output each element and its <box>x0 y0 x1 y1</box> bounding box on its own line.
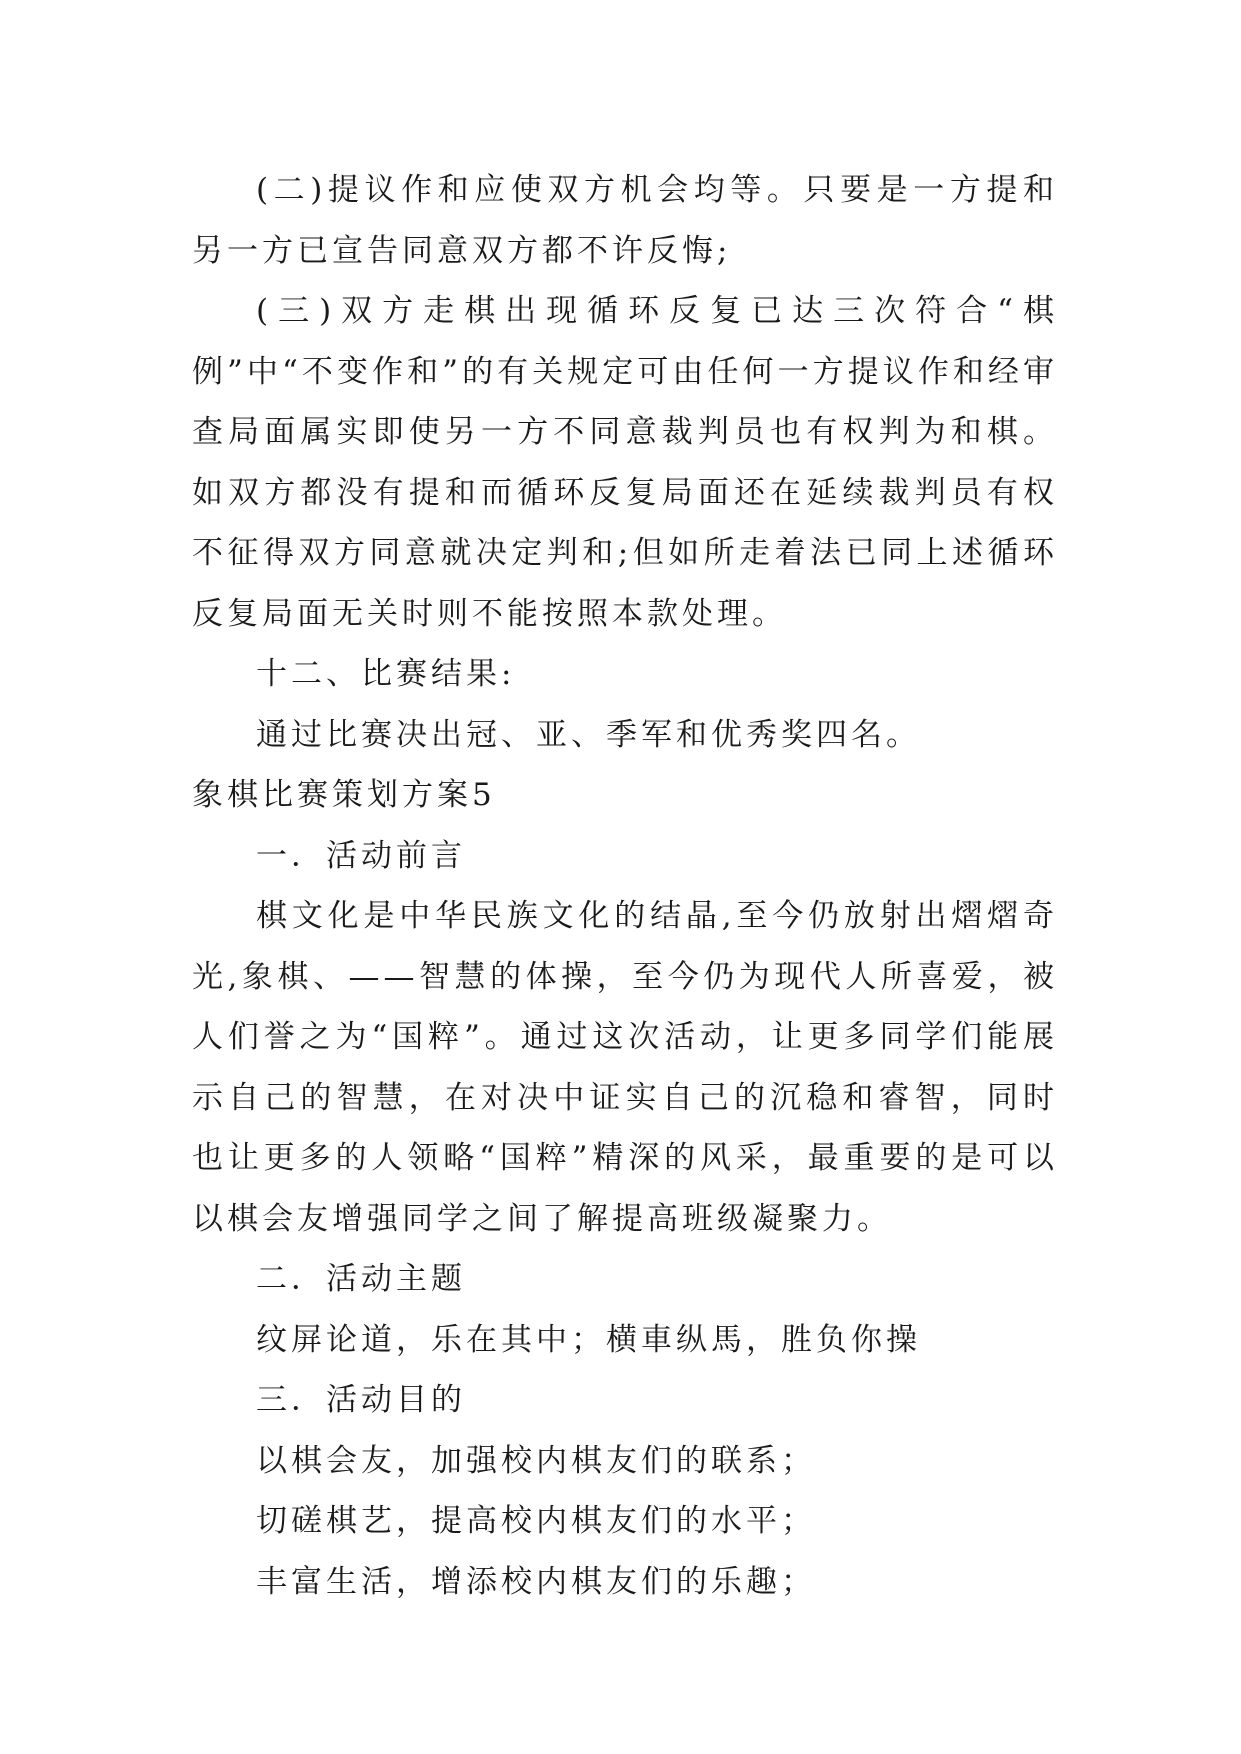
purpose-item: 丰富生活，增添校内棋友们的乐趣； <box>256 1563 816 1600</box>
paragraph-theme: 纹屏论道，乐在其中；横車纵馬，胜负你操 <box>256 1321 921 1358</box>
purpose-item: 以棋会友，加强校内棋友们的联系； <box>256 1442 816 1479</box>
paragraph-proposal-draw-equal: (二)提议作和应使双方机会均等。只要是一方提和另一方已宣告同意双方都不许反悔; <box>192 172 1058 269</box>
document-body <box>192 160 1058 1612</box>
section-heading-results: 十二、比赛结果: <box>256 656 516 692</box>
section-heading-theme: 二．活动主题 <box>256 1261 466 1297</box>
paragraph-preface: 棋文化是中华民族文化的结晶,至今仍放射出熠熠奇光,象棋、——智慧的体操，至今仍为现代人所喜爱，被人们誉之为“国粹”。通过这次活动，让更多同学们能展示自己的智慧，在对决中证实自己的沉稳和睿智，同时也让更多的人领略“国粹”精深的风采，最重要的是可以以棋会友增强同学之间了解提高班级凝聚力。 <box>192 898 1058 1237</box>
paragraph-results: 通过比赛决出冠、亚、季军和优秀奖四名。 <box>256 716 921 753</box>
plan-title: 象棋比赛策划方案5 <box>192 777 496 813</box>
section-heading-purpose: 三．活动目的 <box>256 1382 466 1418</box>
purpose-item: 切磋棋艺，提高校内棋友们的水平； <box>256 1503 816 1539</box>
paragraph-repetition-draw-rule: (三)双方走棋出现循环反复已达三次符合“棋例”中“不变作和”的有关规定可由任何一方提议作和经审查局面属实即使另一方不同意裁判员也有权判为和棋。如双方都没有提和而循环反复局面还在延续裁判员有权不征得双方同意就决定判和;但如所走着法已同上述循环反复局面无关时则不能按照本款处理。 <box>192 293 1058 632</box>
section-heading-preface: 一．活动前言 <box>256 837 466 874</box>
